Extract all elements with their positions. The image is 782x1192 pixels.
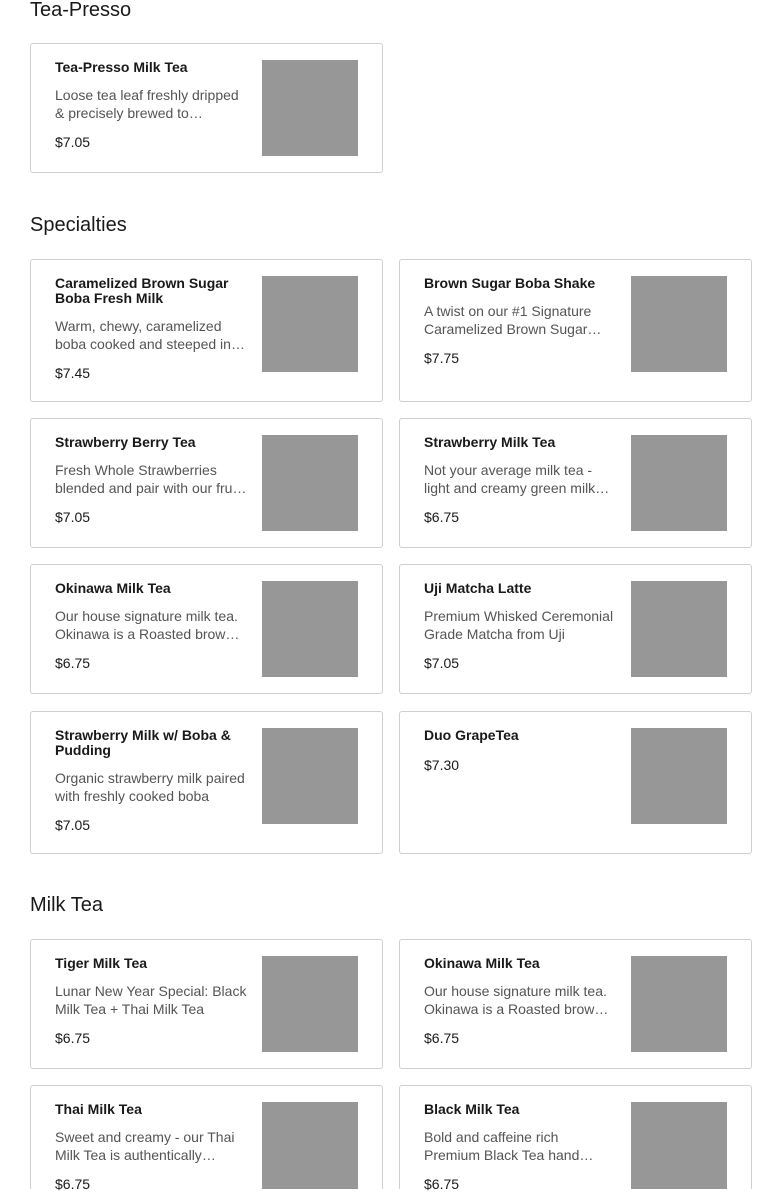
menu-item-image <box>631 276 727 372</box>
menu-item-image <box>631 581 727 677</box>
menu-item-price: $7.05 <box>424 655 460 671</box>
menu-item-card[interactable] <box>399 259 752 402</box>
menu-item-info <box>55 581 247 671</box>
menu-item-card[interactable] <box>30 418 383 548</box>
menu-item-price: $6.75 <box>55 655 91 671</box>
menu-item-info <box>424 581 616 671</box>
menu-item-description: Fresh Whole Strawberries blended and pair with our fruit <box>55 462 240 496</box>
section-title-specialties: Specialties <box>30 214 127 236</box>
menu-item-name: Black Milk Tea <box>424 1101 520 1117</box>
menu-item-name: Brown Sugar Boba Shake <box>424 275 596 291</box>
menu-item-info <box>424 435 616 525</box>
menu-item-image <box>262 435 358 531</box>
menu-item-name: Strawberry Milk w/ Boba & Pudding <box>55 727 231 758</box>
menu-item-price: $6.75 <box>424 1176 460 1192</box>
menu-item-price: $6.75 <box>55 1176 91 1192</box>
menu-item-card[interactable] <box>399 1085 752 1192</box>
menu-item-description: Bold and caffeine rich Premium Black Tea hand <box>424 1129 580 1163</box>
menu-item-card[interactable] <box>399 564 752 694</box>
menu-item-image <box>262 728 358 824</box>
menu-item-card[interactable] <box>399 711 752 854</box>
menu-item-name: Uji Matcha Latte <box>424 580 532 596</box>
menu-item-description: Sweet and creamy - our Thai Milk Tea is authentically <box>55 1129 235 1163</box>
menu-item-description: Not your average milk tea - light and creamy green milk <box>424 462 596 496</box>
menu-item-description: Premium Whisked Ceremonial Grade Matcha from Uji <box>424 608 614 642</box>
menu-item-name: Thai Milk Tea <box>55 1101 142 1117</box>
menu-item-info <box>424 1102 616 1192</box>
menu-item-info <box>55 1102 247 1192</box>
menu-item-name: Okinawa Milk Tea <box>55 580 171 596</box>
menu-item-price: $7.05 <box>55 134 91 150</box>
menu-item-info <box>55 435 247 525</box>
menu-item-price: $7.05 <box>55 817 91 833</box>
menu-item-image <box>262 276 358 372</box>
menu-item-info <box>55 956 247 1046</box>
menu-item-price: $6.75 <box>55 1030 91 1046</box>
menu-item-info <box>424 728 616 773</box>
menu-item-name: Duo GrapeTea <box>424 727 519 743</box>
menu-item-info <box>424 956 616 1046</box>
menu-item-image <box>262 581 358 677</box>
menu-item-description: Loose tea leaf freshly dripped & precisely brewed to <box>55 87 239 121</box>
menu-item-price: $6.75 <box>424 1030 460 1046</box>
menu-item-card[interactable] <box>30 259 383 402</box>
menu-item-card[interactable] <box>30 711 383 854</box>
menu-item-name: Tiger Milk Tea <box>55 955 148 971</box>
menu-item-info <box>55 728 247 833</box>
section-title-milk-tea: Milk Tea <box>30 894 103 916</box>
menu-item-name: Caramelized Brown Sugar Boba Fresh Milk <box>55 275 229 306</box>
menu-item-description: Our house signature milk tea. Okinawa is a Roasted brown <box>424 983 607 1017</box>
menu-item-price: $7.75 <box>424 350 460 366</box>
menu-item-image <box>631 1102 727 1189</box>
menu-item-description: A twist on our #1 Signature Caramelized Brown Sugar <box>424 303 592 337</box>
section-title-tea-presso: Tea-Presso <box>30 0 132 21</box>
menu-item-price: $7.45 <box>55 365 91 381</box>
menu-item-description: Warm, chewy, caramelized boba cooked and steeped in <box>55 318 231 352</box>
menu-item-card[interactable] <box>30 564 383 694</box>
menu-item-card[interactable] <box>399 939 752 1069</box>
menu-item-image <box>631 435 727 531</box>
menu-item-card[interactable] <box>30 939 383 1069</box>
menu-item-name: Strawberry Milk Tea <box>424 434 556 450</box>
menu-item-image <box>262 956 358 1052</box>
menu-item-name: Strawberry Berry Tea <box>55 434 196 450</box>
menu-item-name: Tea-Presso Milk Tea <box>55 59 188 75</box>
menu-item-card[interactable] <box>399 418 752 548</box>
menu-item-info <box>424 276 616 366</box>
menu-item-price: $7.05 <box>55 509 91 525</box>
menu-item-image <box>262 1102 358 1189</box>
menu-item-price: $7.30 <box>424 757 460 773</box>
menu-item-price: $6.75 <box>424 509 460 525</box>
menu-item-card[interactable] <box>30 1085 383 1192</box>
menu-item-image <box>262 60 358 156</box>
menu-item-name: Okinawa Milk Tea <box>424 955 540 971</box>
menu-item-card[interactable] <box>30 43 383 173</box>
menu-item-description: Our house signature milk tea. Okinawa is a Roasted brown <box>55 608 238 642</box>
menu-item-info <box>55 60 247 150</box>
menu-item-description: Organic strawberry milk paired with freshly cooked boba <box>55 770 245 804</box>
menu-item-description: Lunar New Year Special: Black Milk Tea + Thai Milk Tea <box>55 983 247 1017</box>
menu-item-image <box>631 956 727 1052</box>
menu-item-info <box>55 276 247 381</box>
menu-item-image <box>631 728 727 824</box>
